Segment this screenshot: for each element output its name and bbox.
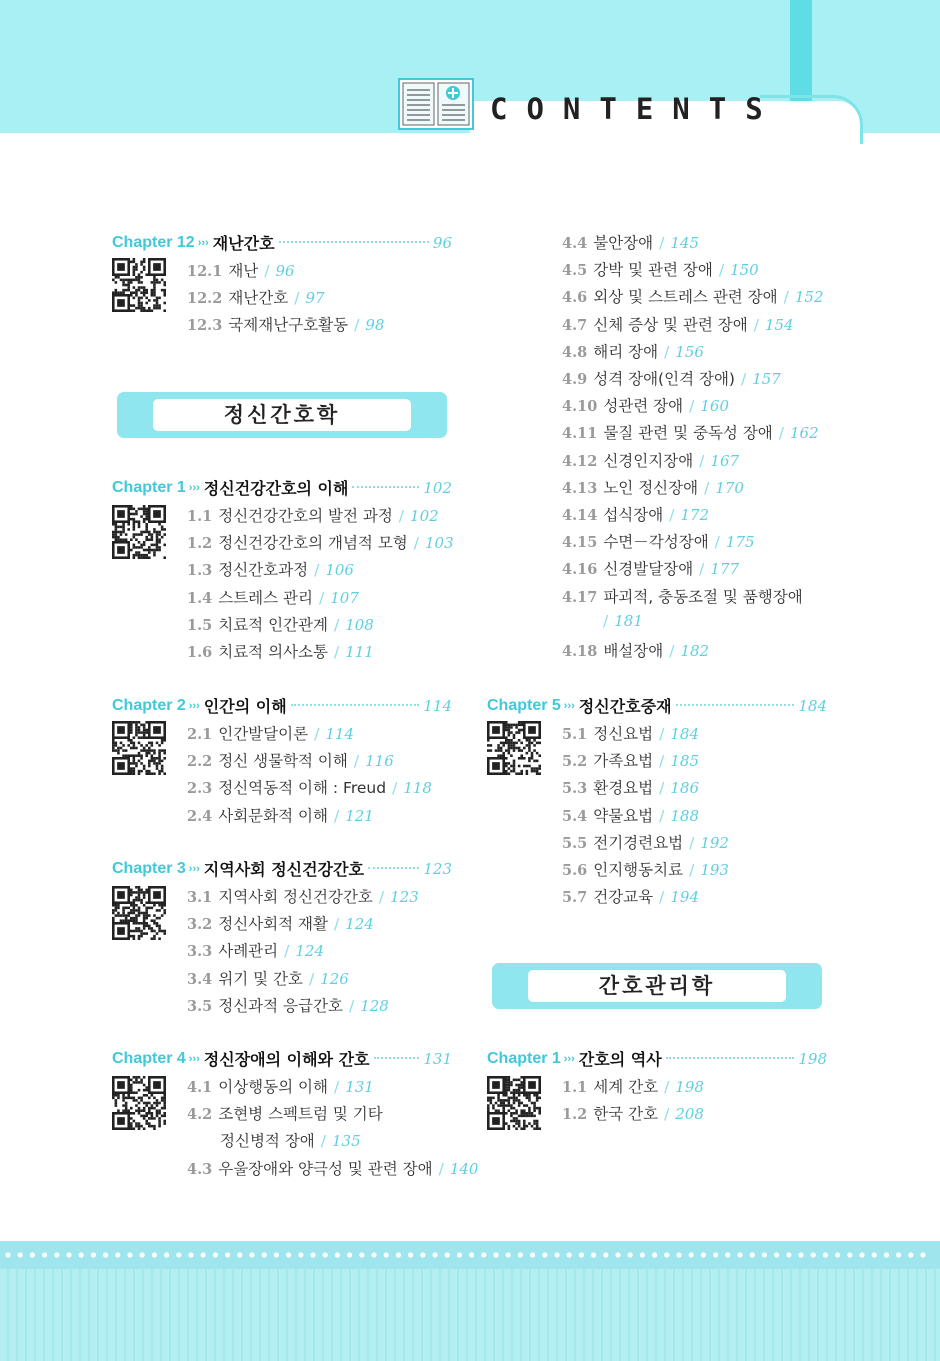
toc-item[interactable] xyxy=(187,939,324,961)
item-page: 193 xyxy=(700,861,729,879)
toc-item[interactable] xyxy=(187,558,354,580)
separator: / xyxy=(689,861,695,879)
chapter-heading xyxy=(487,694,827,717)
item-page: 175 xyxy=(725,533,755,552)
item-title: 인간발달이론 xyxy=(218,725,309,743)
toc-item[interactable] xyxy=(187,912,374,934)
toc-item[interactable] xyxy=(562,1075,704,1097)
toc-item[interactable] xyxy=(187,1102,383,1124)
toc-item[interactable] xyxy=(187,994,389,1016)
item-number: 3.3 xyxy=(187,943,213,961)
item-number: 4.8 xyxy=(562,343,588,361)
separator: / xyxy=(603,611,609,630)
item-number: 3.5 xyxy=(187,997,213,1015)
separator: / xyxy=(294,289,300,308)
item-title: 섭식장애 xyxy=(603,506,664,524)
chapter-page: 131 xyxy=(423,1049,452,1068)
chapter-page: 198 xyxy=(798,1049,827,1068)
item-page: 160 xyxy=(700,397,729,416)
separator: / xyxy=(659,752,665,771)
separator: / xyxy=(333,806,340,825)
item-page: 185 xyxy=(670,752,700,771)
toc-item[interactable] xyxy=(562,585,803,607)
item-title: 한국 간호 xyxy=(593,1105,659,1124)
toc-item[interactable] xyxy=(187,259,295,281)
item-page: 184 xyxy=(670,725,700,743)
item-title: 해리 장애 xyxy=(593,342,659,361)
chapter-label: Chapter 5 xyxy=(487,696,561,714)
section-nursing-management xyxy=(492,963,822,1009)
item-title: 성관련 장애 xyxy=(603,397,684,416)
chevron-right-icon: ››› xyxy=(188,699,200,712)
separator: / xyxy=(659,234,665,252)
item-title: 사회문화적 이해 xyxy=(218,806,328,825)
item-page: 162 xyxy=(790,424,819,443)
separator: / xyxy=(353,752,360,771)
chapter-page: 114 xyxy=(423,696,452,715)
item-number: 1.4 xyxy=(187,589,213,607)
toc-item[interactable] xyxy=(187,586,359,608)
item-page: 114 xyxy=(325,725,354,743)
toc-item[interactable] xyxy=(603,612,643,630)
chapter-title: 정신간호중재 xyxy=(578,697,672,716)
item-title: 건강교육 xyxy=(593,888,654,907)
item-title: 전기경련요법 xyxy=(593,833,684,852)
item-number: 4.13 xyxy=(562,479,598,497)
item-title: 정신역동적 이해 : Freud xyxy=(218,779,387,798)
page-title: CONTENTS xyxy=(490,92,782,126)
item-title: 스트레스 관리 xyxy=(218,588,313,607)
item-page: 157 xyxy=(752,370,781,388)
item-page: 198 xyxy=(675,1078,704,1096)
chapter-title: 정신건강간호의 이해 xyxy=(203,479,349,498)
item-page: 186 xyxy=(670,779,700,798)
item-page: 102 xyxy=(410,507,439,525)
separator: / xyxy=(320,1132,326,1151)
item-title: 신경인지장애 xyxy=(603,451,694,470)
separator: / xyxy=(783,288,789,307)
header-stripe xyxy=(790,0,812,110)
item-number: 3.4 xyxy=(187,970,213,988)
chapter-heading xyxy=(112,1047,452,1070)
item-number: 1.1 xyxy=(187,508,213,525)
item-title: 가족요법 xyxy=(593,752,654,771)
item-page: 194 xyxy=(670,888,700,907)
qr-code-icon[interactable] xyxy=(112,505,166,559)
item-title: 사례관리 xyxy=(218,942,279,961)
item-title: 정신건강간호의 발전 과정 xyxy=(218,507,393,525)
toc-item[interactable] xyxy=(187,749,394,771)
toc-item[interactable] xyxy=(562,394,729,416)
item-page: 181 xyxy=(614,611,643,630)
item-title: 정신과적 응급간호 xyxy=(218,996,343,1015)
separator: / xyxy=(314,725,320,743)
item-number: 4.16 xyxy=(562,561,598,579)
item-number: 5.7 xyxy=(562,889,588,907)
qr-code-icon[interactable] xyxy=(112,721,166,775)
item-number: 2.1 xyxy=(187,726,213,743)
item-page: 118 xyxy=(403,779,432,798)
section-title: 정신간호학 xyxy=(153,399,411,431)
item-number: 4.11 xyxy=(562,425,598,443)
separator: / xyxy=(314,561,320,580)
item-page: 121 xyxy=(345,806,374,825)
item-title: 우울장애와 양극성 및 관련 장애 xyxy=(218,1159,433,1178)
chapter-title: 정신장애의 이해와 간호 xyxy=(203,1050,370,1069)
chapter-page: 102 xyxy=(423,478,452,497)
item-title: 신경발달장애 xyxy=(603,560,694,579)
chapter-label: Chapter 1 xyxy=(487,1049,561,1067)
item-title: 환경요법 xyxy=(593,779,654,798)
toc-item[interactable] xyxy=(562,639,709,661)
item-title: 이상행동의 이해 xyxy=(218,1078,328,1096)
separator: / xyxy=(753,315,759,334)
qr-code-icon[interactable] xyxy=(487,721,541,775)
item-title: 세계 간호 xyxy=(593,1078,659,1096)
toc-item[interactable] xyxy=(187,967,349,989)
separator: / xyxy=(659,806,665,825)
item-number: 5.2 xyxy=(562,753,588,771)
item-title: 외상 및 스트레스 관련 장애 xyxy=(593,288,778,307)
item-page: 152 xyxy=(794,288,824,307)
book-plus-icon xyxy=(398,78,474,130)
item-title: 지역사회 정신건강간호 xyxy=(218,888,373,906)
item-page: 135 xyxy=(332,1132,361,1151)
item-title: 물질 관련 및 중독성 장애 xyxy=(603,424,773,443)
item-page: 107 xyxy=(330,588,359,607)
leader-dots xyxy=(666,1057,795,1059)
toc-item[interactable] xyxy=(562,530,755,552)
separator: / xyxy=(333,915,340,934)
item-number: 4.2 xyxy=(187,1106,213,1124)
item-page: 128 xyxy=(360,996,389,1015)
toc-item[interactable] xyxy=(187,313,384,335)
separator: / xyxy=(398,507,405,525)
toc-item[interactable] xyxy=(220,1129,361,1151)
chevron-right-icon: ››› xyxy=(563,1052,575,1065)
item-page: 192 xyxy=(700,833,729,852)
footer-dots xyxy=(0,1241,940,1269)
toc-item[interactable] xyxy=(562,776,699,798)
item-page: 170 xyxy=(715,478,744,497)
separator: / xyxy=(699,451,705,470)
toc-item[interactable] xyxy=(187,640,374,662)
chevron-right-icon: ››› xyxy=(188,1052,200,1065)
leader-dots xyxy=(291,704,420,706)
separator: / xyxy=(659,725,665,743)
item-page: 188 xyxy=(670,806,700,825)
item-number: 4.18 xyxy=(562,643,598,660)
item-number: 3.2 xyxy=(187,916,213,934)
toc-item[interactable] xyxy=(562,449,739,471)
item-page: 172 xyxy=(680,506,710,524)
toc-item[interactable] xyxy=(562,1102,704,1124)
chevron-right-icon: ››› xyxy=(197,236,209,249)
item-page: 208 xyxy=(675,1105,704,1124)
qr-code-icon[interactable] xyxy=(112,258,166,312)
item-number: 1.3 xyxy=(187,562,213,580)
item-page: 167 xyxy=(710,451,740,470)
section-title: 간호관리학 xyxy=(528,970,786,1002)
item-title: 성격 장애(인격 장애) xyxy=(593,370,735,388)
separator: / xyxy=(378,888,385,906)
toc-item[interactable] xyxy=(187,776,432,798)
item-page: 96 xyxy=(275,262,295,280)
toc-item[interactable] xyxy=(562,258,759,280)
item-number: 5.5 xyxy=(562,834,588,852)
item-number: 2.3 xyxy=(187,780,213,798)
item-title: 치료적 의사소통 xyxy=(218,643,328,661)
item-number: 5.3 xyxy=(562,780,588,798)
chapter-heading xyxy=(112,694,452,717)
item-page: 154 xyxy=(764,315,794,334)
item-title: 치료적 인간관계 xyxy=(218,615,328,634)
item-number: 4.7 xyxy=(562,316,588,334)
separator: / xyxy=(718,261,725,280)
item-title: 정신건강간호의 개념적 모형 xyxy=(218,534,408,553)
item-title: 국제재난구호활동 xyxy=(228,316,349,335)
separator: / xyxy=(689,397,695,416)
toc-item[interactable] xyxy=(562,831,729,853)
chapter-page: 96 xyxy=(432,233,452,252)
item-title: 신체 증상 및 관련 장애 xyxy=(593,315,748,334)
toc-item[interactable] xyxy=(562,858,729,880)
separator: / xyxy=(392,779,398,798)
item-number: 12.3 xyxy=(187,317,223,335)
item-title: 조현병 스펙트럼 및 기타 xyxy=(218,1105,383,1124)
item-page: 111 xyxy=(345,643,374,661)
chapter-title: 간호의 역사 xyxy=(578,1050,662,1069)
toc-item[interactable] xyxy=(562,476,744,498)
item-page: 124 xyxy=(295,942,325,961)
chapter-heading xyxy=(487,1047,827,1070)
toc-item[interactable] xyxy=(562,285,824,307)
separator: / xyxy=(354,316,360,335)
item-title: 재난간호 xyxy=(228,289,289,308)
item-page: 182 xyxy=(680,642,710,660)
item-page: 126 xyxy=(320,969,349,988)
toc-item[interactable] xyxy=(187,885,419,907)
item-title: 수면－각성장애 xyxy=(603,533,709,552)
separator: / xyxy=(333,615,340,634)
separator: / xyxy=(778,424,785,443)
chapter-heading xyxy=(112,476,452,499)
item-title: 불안장애 xyxy=(593,234,654,252)
item-page: 98 xyxy=(365,316,385,335)
separator: / xyxy=(659,779,665,798)
chevron-right-icon: ››› xyxy=(188,862,200,875)
separator: / xyxy=(333,643,340,661)
item-title: 정신요법 xyxy=(593,725,654,743)
item-number: 4.9 xyxy=(562,371,588,388)
toc-item[interactable] xyxy=(562,421,819,443)
toc-item[interactable] xyxy=(187,504,439,526)
item-number: 1.2 xyxy=(562,1106,588,1124)
toc-item[interactable] xyxy=(562,885,699,907)
chapter-page: 123 xyxy=(423,859,452,878)
separator: / xyxy=(699,560,705,579)
item-number: 2.2 xyxy=(187,753,213,771)
item-number: 4.10 xyxy=(562,398,598,416)
item-page: 145 xyxy=(670,234,700,252)
item-title: 정신간호과정 xyxy=(218,561,309,580)
item-page: 124 xyxy=(345,915,374,934)
item-number: 2.4 xyxy=(187,807,213,825)
separator: / xyxy=(664,1105,670,1124)
item-number: 5.1 xyxy=(562,726,588,743)
item-number: 5.6 xyxy=(562,862,588,879)
item-number: 4.14 xyxy=(562,507,598,524)
separator: / xyxy=(740,370,747,388)
item-number: 4.3 xyxy=(187,1160,213,1178)
chapter-heading xyxy=(112,231,452,254)
item-number: 1.5 xyxy=(187,616,213,634)
separator: / xyxy=(664,342,670,361)
toc-item[interactable] xyxy=(562,722,699,744)
item-number: 4.5 xyxy=(562,262,588,280)
toc-item[interactable] xyxy=(562,313,794,335)
chapter-label: Chapter 4 xyxy=(112,1049,186,1067)
separator: / xyxy=(284,942,290,961)
item-title: 강박 및 관련 장애 xyxy=(593,261,713,280)
separator: / xyxy=(659,888,665,907)
chapter-heading xyxy=(112,857,452,880)
item-number: 3.1 xyxy=(187,889,213,906)
chapter-title: 지역사회 정신건강간호 xyxy=(203,860,364,879)
item-title: 노인 정신장애 xyxy=(603,478,699,497)
leader-dots xyxy=(676,704,795,706)
item-page: 106 xyxy=(325,561,354,580)
separator: / xyxy=(438,1159,444,1178)
item-number: 4.17 xyxy=(562,588,598,606)
chevron-right-icon: ››› xyxy=(188,481,200,494)
item-page: 108 xyxy=(345,615,374,634)
item-page: 103 xyxy=(425,534,454,553)
toc-item[interactable] xyxy=(187,1075,374,1097)
chapter-label: Chapter 3 xyxy=(112,859,186,877)
section-psych-nursing xyxy=(117,392,447,438)
qr-code-icon[interactable] xyxy=(487,1076,541,1130)
qr-code-icon[interactable] xyxy=(112,886,166,940)
item-page: 131 xyxy=(345,1078,374,1096)
item-title: 인지행동치료 xyxy=(593,861,684,879)
item-page: 116 xyxy=(365,752,394,771)
item-number: 1.1 xyxy=(562,1079,588,1096)
toc-item[interactable] xyxy=(562,340,704,362)
separator: / xyxy=(264,262,270,280)
chapter-label: Chapter 12 xyxy=(112,233,195,251)
item-number: 4.15 xyxy=(562,534,598,552)
item-page: 150 xyxy=(730,261,759,280)
toc-item[interactable] xyxy=(187,1157,478,1179)
toc-item[interactable] xyxy=(562,557,739,579)
leader-dots xyxy=(352,486,419,488)
chapter-label: Chapter 1 xyxy=(112,478,186,496)
item-number: 4.1 xyxy=(187,1079,213,1096)
toc-item[interactable] xyxy=(562,804,699,826)
item-title: 정신사회적 재활 xyxy=(218,915,328,934)
item-title: 재난 xyxy=(228,262,259,280)
item-number: 12.1 xyxy=(187,263,223,280)
toc-item[interactable] xyxy=(562,231,699,253)
separator: / xyxy=(664,1078,670,1096)
qr-code-icon[interactable] xyxy=(112,1076,166,1130)
item-number: 1.6 xyxy=(187,644,213,661)
item-page: 123 xyxy=(390,888,419,906)
item-title: 배설장애 xyxy=(603,642,664,660)
leader-dots xyxy=(368,867,419,869)
separator: / xyxy=(669,506,675,524)
item-number: 12.2 xyxy=(187,290,223,308)
separator: / xyxy=(413,534,419,553)
chapter-label: Chapter 2 xyxy=(112,696,186,714)
separator: / xyxy=(348,996,355,1015)
item-title: 정신 생물학적 이해 xyxy=(218,752,348,771)
toc-item[interactable] xyxy=(187,804,374,826)
item-number: 1.2 xyxy=(187,535,213,553)
item-page: 97 xyxy=(305,289,325,308)
leader-dots xyxy=(374,1057,420,1059)
chapter-page: 184 xyxy=(798,696,827,715)
separator: / xyxy=(689,833,695,852)
toc-item[interactable] xyxy=(562,503,709,525)
chapter-title: 재난간호 xyxy=(212,234,275,253)
item-number: 4.6 xyxy=(562,289,588,307)
item-number: 4.4 xyxy=(562,235,588,252)
separator: / xyxy=(714,533,720,552)
toc-item[interactable] xyxy=(562,749,699,771)
separator: / xyxy=(669,642,675,660)
item-number: 5.4 xyxy=(562,807,588,825)
item-page: 140 xyxy=(449,1159,479,1178)
separator: / xyxy=(308,969,315,988)
toc-item[interactable] xyxy=(562,367,781,389)
item-title: 약물요법 xyxy=(593,806,654,825)
item-title: 정신병적 장애 xyxy=(220,1132,315,1151)
toc-item[interactable] xyxy=(187,613,374,635)
item-title: 파괴적, 충동조절 및 품행장애 xyxy=(603,587,803,606)
toc-item[interactable] xyxy=(187,722,354,744)
separator: / xyxy=(333,1078,340,1096)
item-page: 177 xyxy=(710,560,740,579)
separator: / xyxy=(319,588,325,607)
toc-item[interactable] xyxy=(187,286,325,308)
item-title: 위기 및 간호 xyxy=(218,969,303,988)
separator: / xyxy=(704,478,710,497)
chevron-right-icon: ››› xyxy=(563,699,575,712)
item-page: 156 xyxy=(675,342,704,361)
toc-item[interactable] xyxy=(187,531,454,553)
item-number: 4.12 xyxy=(562,452,598,470)
chapter-title: 인간의 이해 xyxy=(203,697,287,716)
leader-dots xyxy=(279,241,429,243)
